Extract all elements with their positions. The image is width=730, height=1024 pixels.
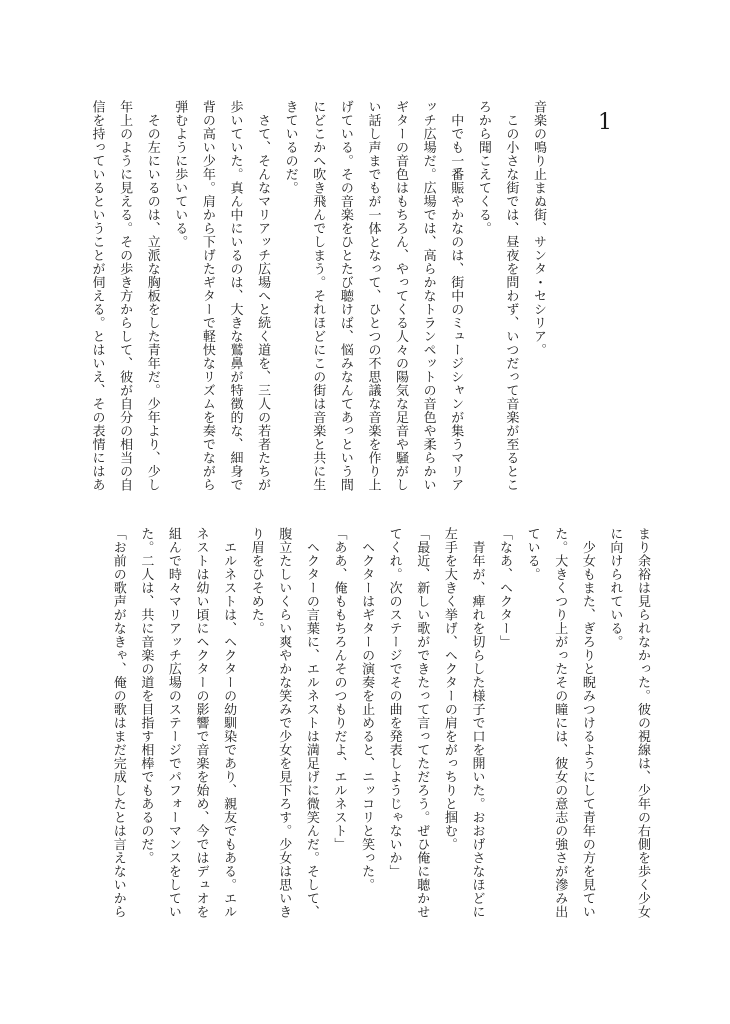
text-line: 弾むように歩いている。 — [172, 100, 188, 249]
text-line: り眉をひそめた。 — [248, 527, 264, 635]
text-line: 組んで時々マリアッチ広場のステージでパフォーマンスをしてい — [165, 527, 181, 919]
text-line: 青年が、痺れを切らした様子で口を開いた。おおげさなほどに — [469, 527, 485, 919]
text-line: た。二人は、共に音楽の道を目指す相棒でもあるのだ。 — [138, 527, 154, 865]
text-line: ヘクターはギターの演奏を止めると、ニッコリと笑った。 — [359, 527, 375, 892]
text-line: ろから聞こえてくる。 — [475, 100, 491, 235]
text-line: い話し声までもが一体となって、ひとつの不思議な音楽を作り上 — [365, 100, 381, 492]
text-line: きているのだ。 — [282, 100, 298, 195]
text-line: た。大きくつり上がったその瞳には、彼女の意志の強さが滲み出 — [552, 527, 568, 919]
text-line: ヘクターの言葉に、エルネストは満足げに微笑んだ。そして、 — [303, 527, 319, 919]
text-line: エルネストは、ヘクターの幼馴染であり、親友でもある。エル — [221, 527, 237, 919]
text-line: 「最近、新しい歌ができたって言ってただろう。ぜひ俺に聴かせ — [414, 527, 430, 919]
text-line: 左手を大きく挙げ、ヘクターの肩をがっちりと掴む。 — [441, 527, 457, 851]
text-line: さて、そんなマリアッチ広場へと続く道を、三人の若者たちが — [255, 100, 271, 492]
text-line: その左にいるのは、立派な胸板をした青年だ。少年より、少し — [144, 100, 160, 492]
text-line: 年上のように見える。その歩き方からして、彼が自分の相当の自 — [117, 100, 133, 492]
text-line: まり余裕は見られなかった。彼の視線は、少年の右側を歩く少女 — [635, 527, 650, 919]
text-line: げている。その音楽をひとたび聴けば、悩みなんてあっという間 — [337, 100, 353, 492]
text-line: にどこかへ吹き飛んでしまう。それほどにこの街は音楽と共に生 — [310, 100, 326, 492]
text-line: 音楽の鳴り止まぬ街、サンタ・セシリア。 — [531, 100, 546, 357]
text-line: 少女もまた、ぎろりと睨みつけるようにして青年の方を見てい — [579, 527, 595, 919]
text-line: に向けられている。 — [607, 527, 623, 649]
text-line: 中でも一番賑やかなのは、街中のミュージシャンが集うマリア — [448, 100, 464, 492]
text-line: てくれ。次のステージでその曲を発表しようじゃないか」 — [386, 527, 402, 878]
text-line: 腹立たしいくらい爽やかな笑みで少女を見下ろす。少女は思いき — [276, 527, 292, 919]
text-line: ッチ広場だ。広場では、高らかなトランペットの音色や柔らかい — [420, 100, 436, 492]
text-line: この小さな街では、昼夜を問わず、いつだって音楽が至るとこ — [503, 100, 519, 492]
text-line: 歩いていた。真ん中にいるのは、大きな鷲鼻が特徴的な、細身で — [227, 100, 243, 492]
text-line: 背の高い少年。肩から下げたギターで軽快なリズムを奏でながら — [199, 100, 215, 492]
text-line: 「ああ、俺ももちろんそのつもりだよ、エルネスト」 — [331, 527, 347, 851]
text-line: 信を持っているということが伺える。とはいえ、その表情にはあ — [89, 100, 105, 492]
page-number: 1 — [598, 110, 612, 135]
text-block-upper — [89, 100, 552, 500]
text-line: ギターの音色はもちろん、やってくる人々の陽気な足音や騒がし — [393, 100, 409, 492]
text-line: 「なあ、ヘクター」 — [497, 527, 513, 649]
text-line: 「お前の歌声がなきゃ、俺の歌はまだ完成したとは言えないから — [110, 527, 126, 919]
text-line: ている。 — [524, 527, 540, 581]
text-line: ネストは幼い頃にヘクターの影響で音楽を始め、今ではデュオを — [193, 527, 209, 919]
text-block-lower — [110, 527, 656, 947]
